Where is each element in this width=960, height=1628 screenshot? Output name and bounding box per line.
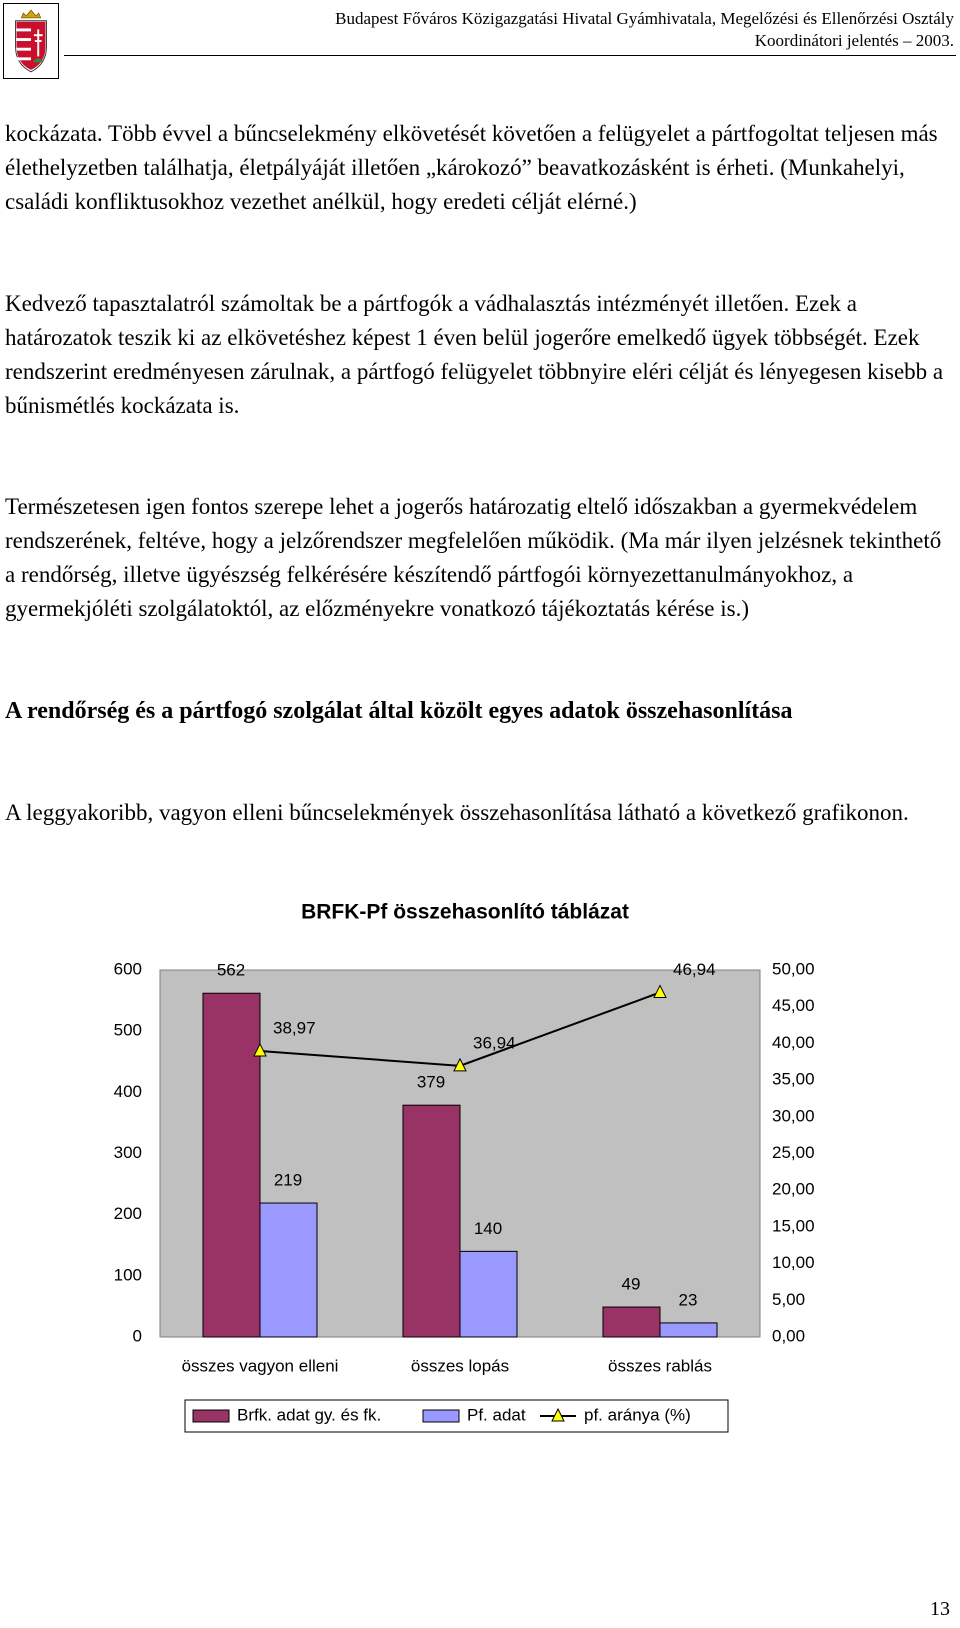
bar-brfk [203,993,260,1337]
paragraph-4: A leggyakoribb, vagyon elleni bűncselekmények összehasonlítása látható a következő grafikonon. [5,800,909,825]
chart-svg [0,900,960,1500]
page-header [335,8,954,52]
bar-data-label: 140 [473,1218,503,1238]
bar-pf [660,1323,717,1337]
legend-swatch [423,1410,459,1422]
y-left-tick-label: 100 [113,1265,142,1285]
header-report-title: Koordinátori jelentés – 2003. [754,31,954,50]
bar-pf [460,1251,517,1337]
legend-label: Pf. adat [467,1405,526,1425]
header-institution: Budapest Főváros Közigazgatási Hivatal Gyámhivatala, Megelőzési és Ellenőrzési Osztály [335,9,954,28]
bar-data-label: 379 [416,1072,446,1092]
comparison-chart [0,900,960,1500]
y-right-tick-label: 20,00 [772,1179,815,1199]
bar-pf [260,1203,317,1337]
section-heading: A rendőrség és a pártfogó szolgálat által közölt egyes adatok összehasonlítása [5,698,793,724]
y-right-tick-label: 25,00 [772,1142,815,1162]
paragraph-2: Kedvező tapasztalatról számoltak be a pártfogók a vádhalasztás intézményét illetően. Ezek a határozatok teszik ki az elkövetéshez képest 1 éven belül jogerőre emelkedő ügyek többségét. Ezek rendszerint eredményesen zárulnak, a pártfogó felügyelet többnyire eléri célját és lényegesen kisebb a bűnismétlés kockázata is. [5,291,944,418]
bar-data-label: 562 [216,960,246,980]
y-right-tick-label: 40,00 [772,1032,815,1052]
legend-label: pf. aránya (%) [584,1405,691,1425]
line-data-label: 36,94 [473,1033,516,1053]
x-category-label: összes rablás [608,1356,712,1376]
page-number: 13 [930,1598,950,1620]
legend-swatch [193,1410,229,1422]
y-left-tick-label: 300 [113,1142,142,1162]
y-left-tick-label: 600 [113,959,142,979]
bar-data-label: 49 [621,1274,641,1294]
y-right-tick-label: 10,00 [772,1253,815,1273]
line-data-label: 38,97 [273,1018,316,1038]
y-right-tick-label: 45,00 [772,996,815,1016]
x-category-label: összes vagyon elleni [181,1356,339,1376]
header-divider [64,55,956,56]
y-left-tick-label: 500 [113,1020,142,1040]
y-right-tick-label: 5,00 [772,1289,806,1309]
chart-title: BRFK-Pf összehasonlító táblázat [301,900,629,924]
coat-of-arms-logo [3,3,59,79]
y-right-tick-label: 0,00 [772,1326,806,1346]
y-right-tick-label: 15,00 [772,1216,815,1236]
bar-data-label: 219 [273,1170,303,1190]
bar-brfk [603,1307,660,1337]
y-left-tick-label: 400 [113,1081,142,1101]
coat-of-arms-icon [4,4,58,78]
y-left-tick-label: 0 [132,1326,142,1346]
x-category-label: összes lopás [410,1356,510,1376]
paragraph-3: Természetesen igen fontos szerepe lehet a jogerős határozatig eltelő időszakban a gyermekvédelem rendszerének, feltéve, hogy a jelzőrendszer megfelelően működik. (Ma már ilyen jelzésnek tekinthető a rendőrség, illetve ügyészség felkérésére készítendő pártfogói környezettanulmányokhoz, a gyermekjóléti szolgálatoktól, az előzményekre vonatkozó tájékoztatás kérése is.) [5,494,942,621]
y-right-tick-label: 50,00 [772,959,815,979]
bar-brfk [403,1105,460,1337]
y-right-tick-label: 30,00 [772,1106,815,1126]
bar-data-label: 23 [678,1290,698,1310]
line-data-label: 46,94 [673,959,716,979]
paragraph-1: kockázata. Több évvel a bűncselekmény elkövetését követően a felügyelet a pártfogoltat teljesen más élethelyzetben találhatja, életpályáját illetően „károkozó” beavatkozásként is érheti. (Munkahelyi, családi konfliktusokhoz vezethet anélkül, hogy eredeti célját elérné.) [5,121,938,214]
legend-label: Brfk. adat gy. és fk. [237,1405,382,1425]
y-left-tick-label: 200 [113,1204,142,1224]
y-right-tick-label: 35,00 [772,1069,815,1089]
